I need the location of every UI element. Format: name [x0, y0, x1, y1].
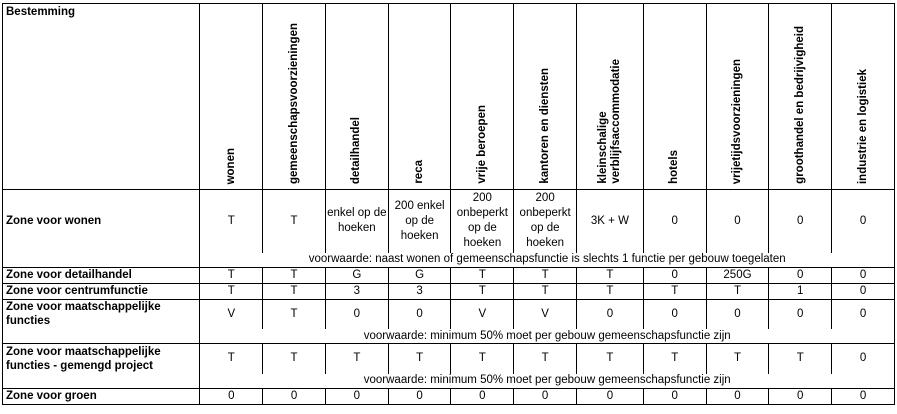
table-cell: 3K + W [577, 190, 644, 253]
row-label: Zone voor centrumfunctie [3, 283, 200, 299]
table-cell: T [514, 267, 577, 283]
col-header-label: vrije beroepen [475, 105, 488, 184]
table-cell: V [451, 299, 514, 329]
table-cell: 0 [832, 283, 895, 299]
table-cell: 0 [643, 267, 706, 283]
table-row [3, 344, 895, 374]
table-cell: 0 [769, 388, 832, 404]
table-cell: 0 [832, 299, 895, 329]
condition-row [3, 374, 895, 389]
col-header-label: groothandel en bedrijvigheid [793, 26, 806, 184]
table-cell: 0 [832, 344, 895, 374]
table-cell: T [451, 344, 514, 374]
table-cell: T [514, 283, 577, 299]
table-cell: 1 [769, 283, 832, 299]
table-cell: 0 [643, 299, 706, 329]
bestemming-matrix [2, 3, 895, 405]
col-header-label: hotels [668, 150, 681, 184]
table-cell: T [577, 267, 644, 283]
col-header-kantoren-en-diensten [514, 4, 577, 190]
table-cell: 0 [706, 299, 769, 329]
table-cell: 250G [706, 267, 769, 283]
row-label: Zone voor detailhandel [3, 267, 200, 283]
col-header-label: detailhandel [350, 116, 363, 184]
table-cell: T [263, 299, 326, 329]
col-header-label: kantoren en diensten [538, 68, 551, 184]
table-cell: 0 [263, 388, 326, 404]
table-row [3, 190, 895, 253]
table-cell: T [643, 344, 706, 374]
table-cell: T [263, 190, 326, 253]
table-cell: T [263, 267, 326, 283]
condition-spacer [3, 374, 200, 389]
col-header-wonen [200, 4, 263, 190]
table-cell: 0 [451, 388, 514, 404]
table-cell: 0 [832, 267, 895, 283]
table-cell: 0 [643, 388, 706, 404]
table-cell: 0 [832, 388, 895, 404]
col-header-vrijetijdsvoorzieningen [706, 4, 769, 190]
table-cell: T [769, 344, 832, 374]
table-cell: 0 [325, 299, 388, 329]
col-header-label: reca [413, 160, 426, 184]
table-cell: T [200, 283, 263, 299]
col-header-vrije-beroepen [451, 4, 514, 190]
corner-label: Bestemming [3, 4, 200, 190]
table-cell: T [200, 190, 263, 253]
col-header-label: vrijetijdsvoorzieningen [730, 58, 743, 184]
table-cell: 200 onbeperkt op de hoeken [451, 190, 514, 253]
table-cell: 200 onbeperkt op de hoeken [514, 190, 577, 253]
table-cell: T [200, 267, 263, 283]
table-cell: 0 [325, 388, 388, 404]
col-header-groothandel [769, 4, 832, 190]
col-header-label: gemeenschapsvoorzieningen [287, 22, 300, 184]
col-header-label: kleinschalige verblijfsaccommodatie [596, 59, 622, 184]
condition-row [3, 329, 895, 344]
table-cell: V [514, 299, 577, 329]
header-row [3, 4, 895, 190]
row-label: Zone voor maatschappelijke functies [3, 299, 200, 329]
table-row [3, 388, 895, 404]
table-cell: T [388, 344, 451, 374]
table-cell: V [200, 299, 263, 329]
table-cell: T [514, 344, 577, 374]
condition-spacer [3, 253, 200, 268]
condition-row [3, 253, 895, 268]
col-header-verblijfsaccommodatie [577, 4, 644, 190]
table-cell: T [451, 283, 514, 299]
col-header-reca [388, 4, 451, 190]
condition-text: voorwaarde: naast wonen of gemeenschapsfunctie is slechts 1 functie per gebouw toegelaten [200, 253, 895, 268]
table-cell: 200 enkel op de hoeken [388, 190, 451, 253]
table-cell: 0 [706, 190, 769, 253]
table-cell: G [388, 267, 451, 283]
table-cell: T [577, 344, 644, 374]
table-cell: T [451, 267, 514, 283]
table-cell: 3 [388, 283, 451, 299]
table-cell: 0 [706, 388, 769, 404]
table-row [3, 283, 895, 299]
row-label: Zone voor groen [3, 388, 200, 404]
table-cell: 0 [577, 388, 644, 404]
table-cell: 0 [200, 388, 263, 404]
table-cell: T [706, 344, 769, 374]
table-cell: T [577, 283, 644, 299]
table-cell: 0 [643, 190, 706, 253]
table-cell: T [643, 283, 706, 299]
table-cell: G [325, 267, 388, 283]
col-header-hotels [643, 4, 706, 190]
table-row [3, 299, 895, 329]
table-cell: 0 [514, 388, 577, 404]
table-cell: T [706, 283, 769, 299]
row-label: Zone voor maatschappelijke functies - gemengd project [3, 344, 200, 374]
table-cell: enkel op de hoeken [325, 190, 388, 253]
table-cell: 0 [832, 190, 895, 253]
table-cell: T [325, 344, 388, 374]
table-cell: 0 [769, 190, 832, 253]
table-cell: T [200, 344, 263, 374]
col-header-industrie [832, 4, 895, 190]
col-header-gemeenschapsvoorzieningen [263, 4, 326, 190]
table-cell: 0 [577, 299, 644, 329]
table-cell: 0 [769, 267, 832, 283]
condition-spacer [3, 329, 200, 344]
table-row [3, 267, 895, 283]
row-label: Zone voor wonen [3, 190, 200, 253]
table-cell: T [263, 283, 326, 299]
condition-text: voorwaarde: minimum 50% moet per gebouw gemeenschapsfunctie zijn [200, 329, 895, 344]
table-cell: 0 [388, 299, 451, 329]
col-header-label: industrie en logistiek [856, 68, 869, 184]
table-cell: 0 [769, 299, 832, 329]
col-header-detailhandel [325, 4, 388, 190]
table-cell: 0 [388, 388, 451, 404]
table-cell: T [263, 344, 326, 374]
col-header-label: wonen [224, 147, 237, 184]
table-cell: 3 [325, 283, 388, 299]
condition-text: voorwaarde: minimum 50% moet per gebouw gemeenschapsfunctie zijn [200, 374, 895, 389]
